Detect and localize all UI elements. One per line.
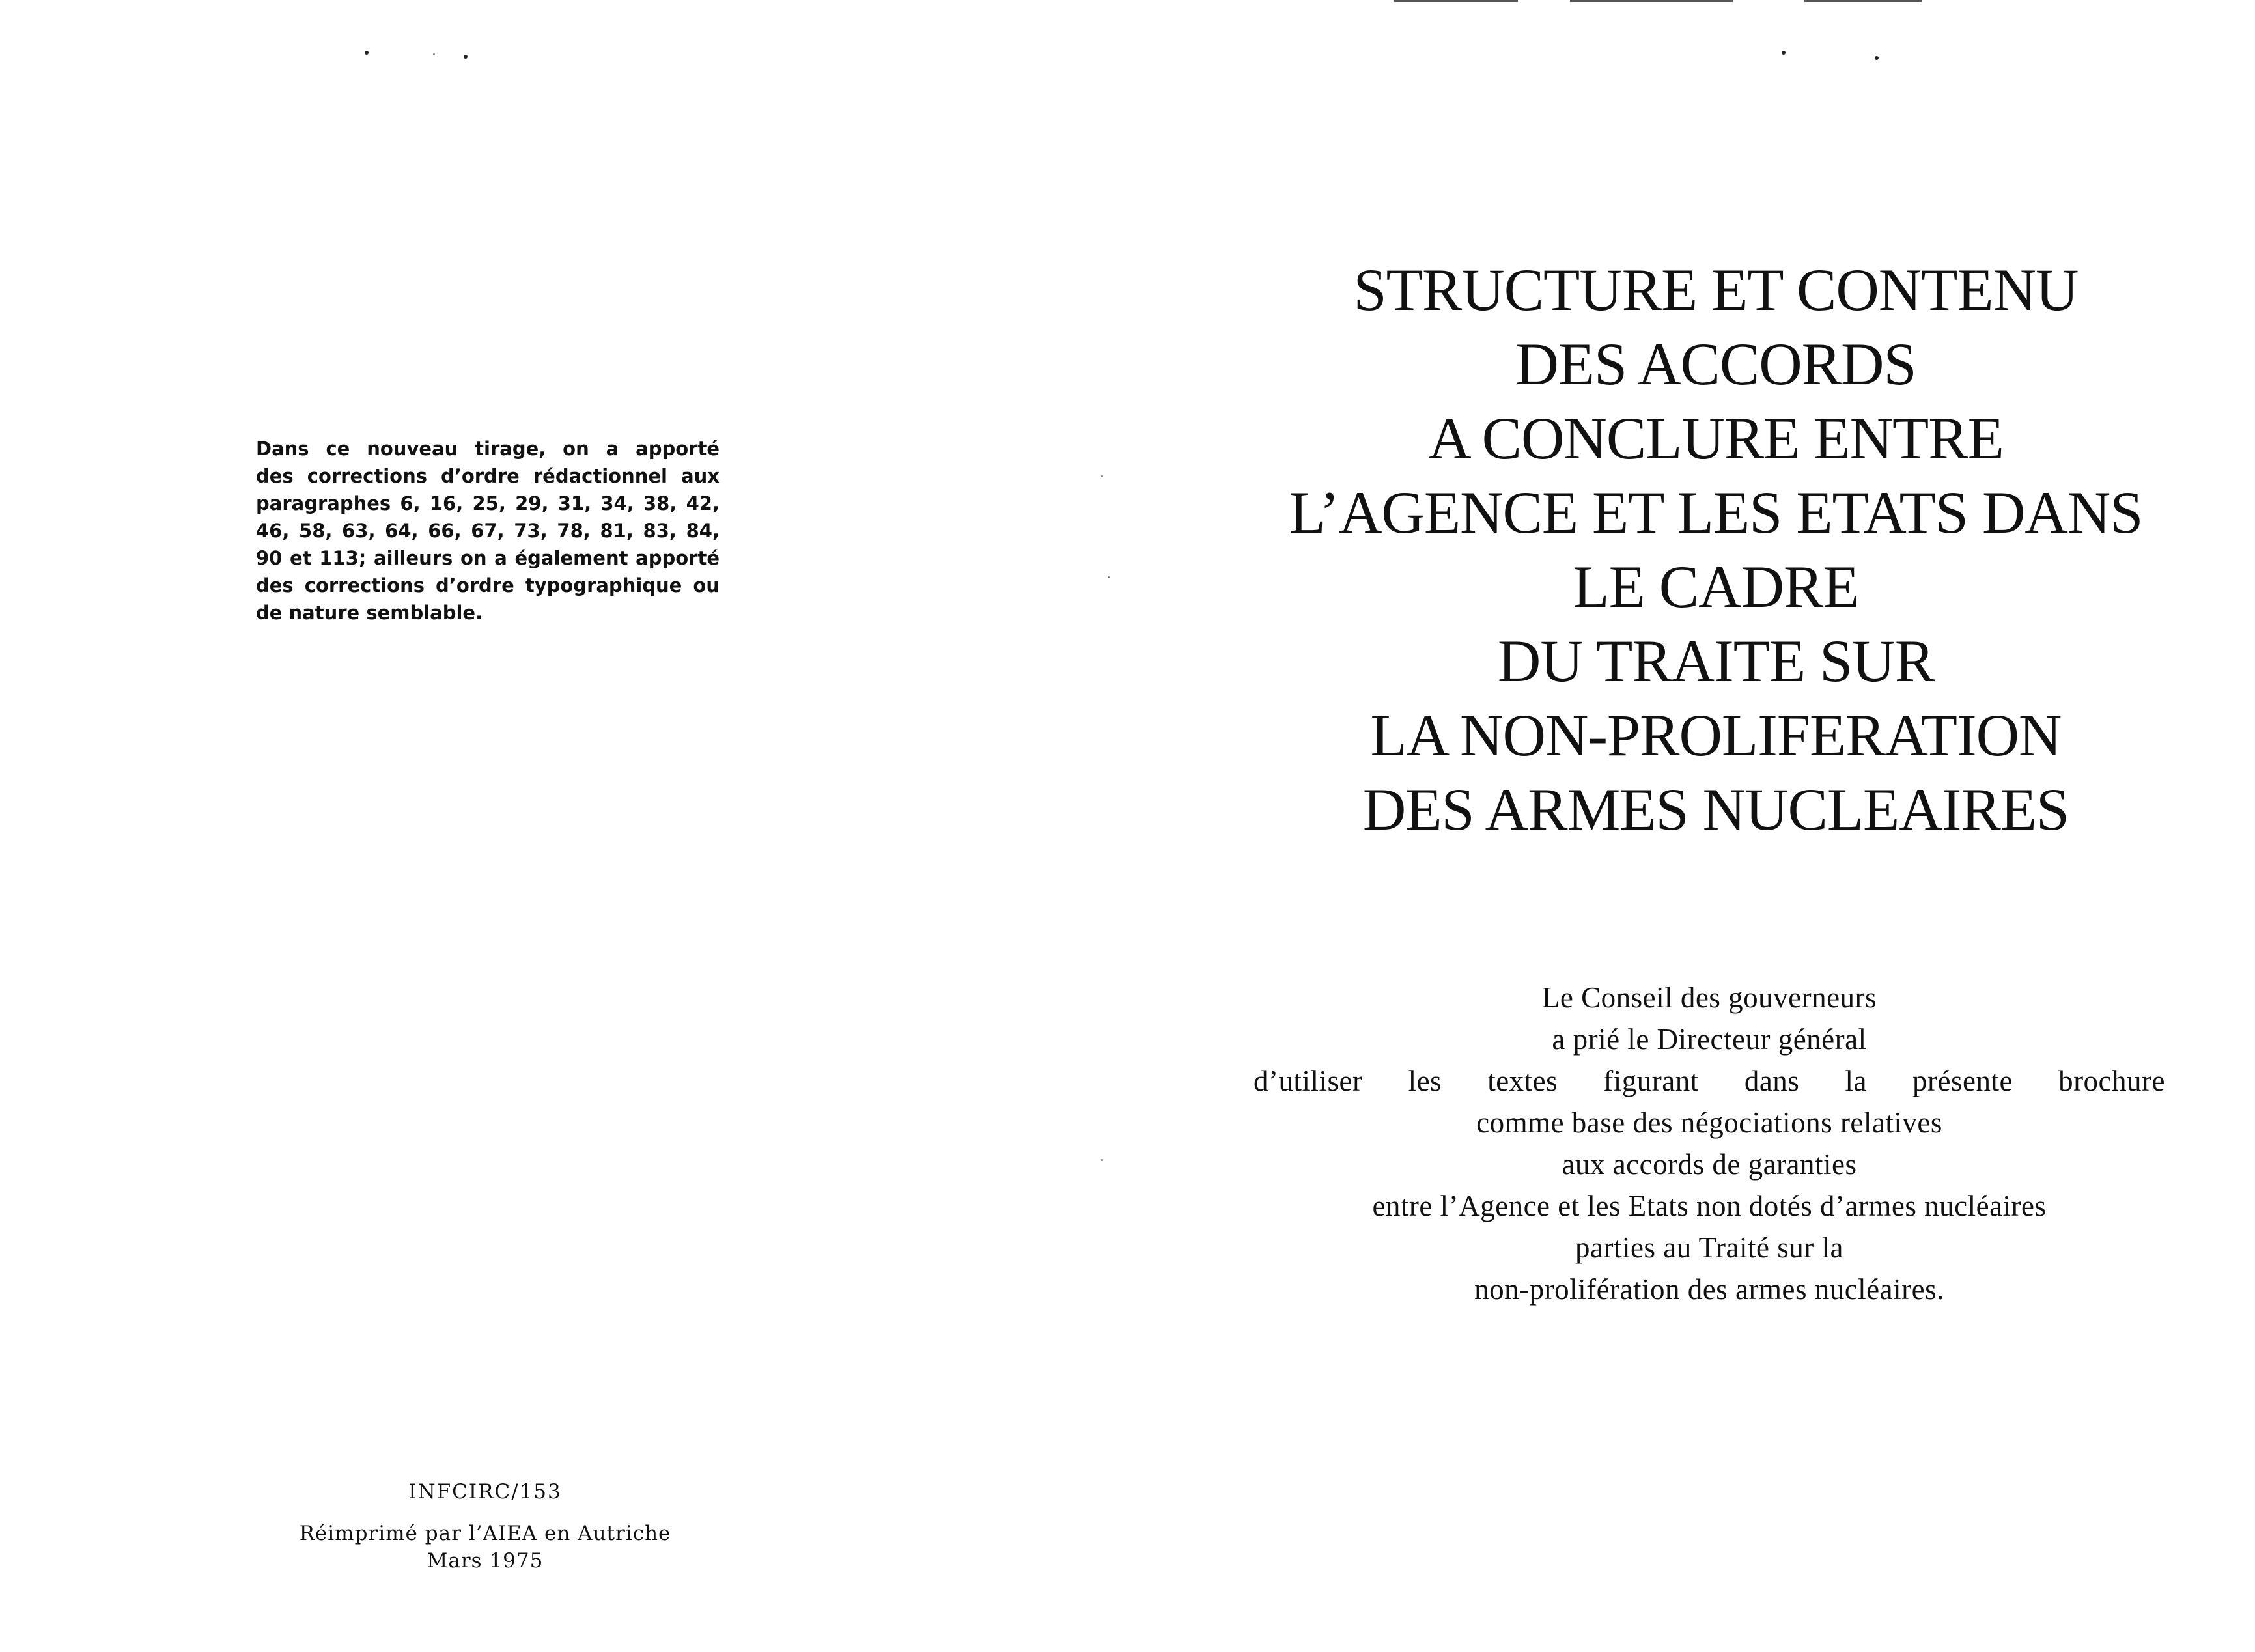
edition-note-line: paragraphes 6, 16, 25, 29, 31, 34, 38, 42, xyxy=(256,492,720,514)
title-line: LA NON-PROLIFERATION xyxy=(1370,702,2062,768)
top-edge-rule xyxy=(1394,0,1518,2)
document-reference: INFCIRC/153 xyxy=(408,1480,562,1504)
mandate-line: a prié le Directeur général xyxy=(1552,1023,1867,1056)
scan-speck xyxy=(1782,51,1786,55)
scan-speck xyxy=(1108,576,1110,578)
title-line: DES ACCORDS xyxy=(1515,331,1916,397)
left-page xyxy=(0,0,1127,1652)
title-line: STRUCTURE ET CONTENU xyxy=(1353,257,2079,323)
title-line: LE CADRE xyxy=(1573,553,1859,620)
title-line: DU TRAITE SUR xyxy=(1497,628,1935,694)
edition-note-line: de nature semblable. xyxy=(256,602,483,624)
imprint-block xyxy=(260,1478,710,1575)
scan-speck xyxy=(433,53,435,55)
title-line: DES ARMES NUCLEAIRES xyxy=(1362,776,2069,843)
scan-speck xyxy=(1101,475,1103,477)
edition-note-line: 46, 58, 63, 64, 66, 67, 73, 78, 81, 83, 84, xyxy=(256,520,720,542)
mandate-line: parties au Traité sur la xyxy=(1575,1231,1843,1264)
scan-speck xyxy=(1101,1159,1103,1161)
title-line: A CONCLURE ENTRE xyxy=(1428,405,2004,471)
mandate-line: comme base des négociations relatives xyxy=(1476,1106,1942,1139)
mandate-line: entre l’Agence et les Etats non dotés d’armes nucléaires xyxy=(1372,1190,2047,1222)
scan-speck xyxy=(365,51,369,55)
title-line: L’AGENCE ET LES ETATS DANS xyxy=(1289,479,2143,546)
top-edge-rule xyxy=(1804,0,1922,2)
mandate-line: non-prolifération des armes nucléaires. xyxy=(1474,1273,1944,1306)
mandate-line: aux accords de garanties xyxy=(1562,1148,1857,1181)
edition-note-line: 90 et 113; ailleurs on a également apporté xyxy=(256,547,720,569)
top-edge-rule xyxy=(1570,0,1733,2)
scan-speck xyxy=(1875,56,1879,60)
scan-speck xyxy=(464,55,468,59)
edition-note-line: des corrections d’ordre rédactionnel aux xyxy=(256,465,720,487)
reprint-date: Mars 1975 xyxy=(427,1549,544,1573)
mandate-line: Le Conseil des gouverneurs xyxy=(1541,981,1877,1014)
edition-note-line: Dans ce nouveau tirage, on a apporté xyxy=(256,438,720,460)
edition-note-line: des corrections d’ordre typographique ou xyxy=(256,574,720,596)
mandate-line: d’utiliser les textes figurant dans la présente brochure xyxy=(1254,1065,2165,1097)
document-title xyxy=(1224,253,2207,847)
edition-note xyxy=(256,435,720,626)
board-mandate-text xyxy=(1254,977,2165,1310)
reprint-line: Réimprimé par l’AIEA en Autriche xyxy=(299,1522,671,1545)
